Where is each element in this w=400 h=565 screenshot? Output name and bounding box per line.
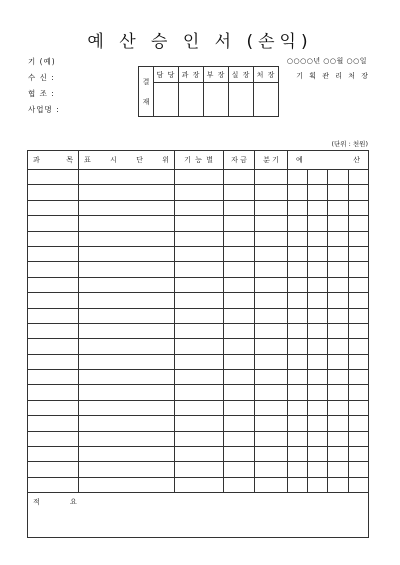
field-project-name: 사업명 : [28,105,60,114]
approval-role-division-head: 처 장 [254,67,279,83]
table-cell[interactable] [308,308,328,323]
col-budget: 예 산 [288,151,369,170]
table-cell[interactable] [79,385,175,400]
table-cell[interactable] [328,323,349,338]
field-ki-ye: 기 (예) [28,57,56,66]
table-cell[interactable] [175,216,224,231]
table-cell[interactable] [79,308,175,323]
table-cell[interactable] [175,293,224,308]
table-cell[interactable] [255,200,288,215]
table-cell[interactable] [175,277,224,292]
table-cell[interactable] [224,231,255,246]
budget-table [27,150,369,538]
table-cell[interactable] [328,462,349,477]
table-cell[interactable] [255,170,288,185]
table-cell[interactable] [255,400,288,415]
table-cell[interactable] [224,170,255,185]
table-cell[interactable] [349,293,369,308]
col-by-function: 기 능 별 [175,151,224,170]
table-cell[interactable] [328,200,349,215]
table-cell[interactable] [28,431,79,446]
table-cell[interactable] [328,216,349,231]
remarks-cell[interactable] [28,493,369,538]
table-cell[interactable] [79,200,175,215]
table-cell[interactable] [288,400,308,415]
approval-role-section-chief: 과 장 [179,67,204,83]
table-cell[interactable] [28,385,79,400]
table-cell[interactable] [308,431,328,446]
table-cell[interactable] [224,185,255,200]
table-cell[interactable] [224,246,255,261]
table-cell[interactable] [175,416,224,431]
table-cell[interactable] [28,277,79,292]
table-cell[interactable] [328,246,349,261]
table-cell[interactable] [288,354,308,369]
table-cell[interactable] [224,308,255,323]
table-cell[interactable] [175,308,224,323]
table-cell[interactable] [28,323,79,338]
table-cell[interactable] [79,431,175,446]
table-cell[interactable] [288,370,308,385]
table-cell[interactable] [308,185,328,200]
table-cell[interactable] [308,200,328,215]
table-cell[interactable] [79,170,175,185]
table-cell[interactable] [328,400,349,415]
table-cell[interactable] [308,231,328,246]
table-row [28,447,369,462]
table-cell[interactable] [175,170,224,185]
table-cell[interactable] [28,246,79,261]
table-cell[interactable] [28,262,79,277]
table-cell[interactable] [328,231,349,246]
table-cell[interactable] [308,477,328,492]
table-row [28,185,369,200]
table-cell[interactable] [308,339,328,354]
table-cell[interactable] [349,216,369,231]
document-date: ○○○○년 ○○월 ○○일 [286,57,367,65]
table-cell[interactable] [349,185,369,200]
table-cell[interactable] [255,185,288,200]
table-cell[interactable] [28,231,79,246]
table-row [28,216,369,231]
table-cell[interactable] [308,277,328,292]
signature-cell[interactable] [204,83,229,117]
table-cell[interactable] [255,323,288,338]
table-cell[interactable] [79,354,175,369]
table-cell[interactable] [328,277,349,292]
approval-box [138,66,279,117]
unit-note: (단위 : 천원) [331,140,368,148]
table-cell[interactable] [308,370,328,385]
table-cell[interactable] [288,462,308,477]
table-cell[interactable] [175,262,224,277]
table-cell[interactable] [175,431,224,446]
table-cell[interactable] [79,339,175,354]
table-cell[interactable] [28,354,79,369]
table-header-row [28,151,369,170]
table-cell[interactable] [224,462,255,477]
approval-label: 결 재 [139,67,154,117]
table-cell[interactable] [328,447,349,462]
table-cell[interactable] [349,323,369,338]
table-row [28,431,369,446]
table-cell[interactable] [349,277,369,292]
table-cell[interactable] [308,400,328,415]
page-title: 예 산 승 인 서 (손익) [87,32,313,52]
table-cell[interactable] [255,477,288,492]
table-cell[interactable] [224,293,255,308]
table-cell[interactable] [349,447,369,462]
table-cell[interactable] [288,216,308,231]
table-cell[interactable] [349,370,369,385]
table-cell[interactable] [308,462,328,477]
table-cell[interactable] [328,185,349,200]
table-cell[interactable] [28,462,79,477]
table-cell[interactable] [328,262,349,277]
table-cell[interactable] [224,447,255,462]
table-cell[interactable] [79,462,175,477]
table-row [28,170,369,185]
table-cell[interactable] [224,400,255,415]
table-cell[interactable] [308,216,328,231]
table-cell[interactable] [175,385,224,400]
table-cell[interactable] [28,293,79,308]
table-cell[interactable] [349,200,369,215]
table-cell[interactable] [255,370,288,385]
table-cell[interactable] [79,323,175,338]
remarks-label: 적 요 [33,498,91,507]
table-cell[interactable] [175,185,224,200]
table-cell[interactable] [255,431,288,446]
table-cell[interactable] [28,447,79,462]
signature-cell[interactable] [254,83,279,117]
table-cell[interactable] [175,477,224,492]
table-cell[interactable] [349,385,369,400]
table-cell[interactable] [79,246,175,261]
table-cell[interactable] [288,170,308,185]
table-cell[interactable] [175,462,224,477]
table-cell[interactable] [288,385,308,400]
table-row [28,462,369,477]
table-cell[interactable] [28,200,79,215]
table-cell[interactable] [79,477,175,492]
table-cell[interactable] [79,231,175,246]
table-cell[interactable] [224,277,255,292]
col-fund: 자 금 [224,151,255,170]
table-cell[interactable] [175,339,224,354]
table-row [28,293,369,308]
table-row [28,200,369,215]
table-cell[interactable] [28,308,79,323]
table-cell[interactable] [79,370,175,385]
table-cell[interactable] [288,447,308,462]
table-row [28,400,369,415]
approval-role-office-head: 실 장 [229,67,254,83]
table-cell[interactable] [175,323,224,338]
table-cell[interactable] [328,293,349,308]
table-cell[interactable] [308,447,328,462]
table-cell[interactable] [328,308,349,323]
table-cell[interactable] [288,308,308,323]
table-cell[interactable] [224,339,255,354]
table-cell[interactable] [255,416,288,431]
table-cell[interactable] [224,416,255,431]
table-cell[interactable] [349,339,369,354]
table-cell[interactable] [288,293,308,308]
table-cell[interactable] [255,246,288,261]
table-cell[interactable] [255,216,288,231]
table-cell[interactable] [288,339,308,354]
table-cell[interactable] [328,354,349,369]
approval-role-staff: 담 당 [154,67,179,83]
field-recipient: 수 신 : [28,73,55,82]
table-row [28,262,369,277]
remarks-row [28,493,369,538]
table-cell[interactable] [349,477,369,492]
table-cell[interactable] [79,293,175,308]
table-cell[interactable] [308,385,328,400]
table-row [28,277,369,292]
table-row [28,370,369,385]
table-cell[interactable] [79,416,175,431]
table-cell[interactable] [255,277,288,292]
table-cell[interactable] [224,385,255,400]
table-cell[interactable] [28,416,79,431]
table-row [28,416,369,431]
table-cell[interactable] [328,431,349,446]
table-cell[interactable] [328,385,349,400]
table-cell[interactable] [175,370,224,385]
department-name: 기 획 관 리 처 장 [296,72,370,80]
table-cell[interactable] [224,200,255,215]
table-cell[interactable] [349,416,369,431]
table-cell[interactable] [224,477,255,492]
table-cell[interactable] [288,477,308,492]
table-cell[interactable] [28,477,79,492]
table-cell[interactable] [224,323,255,338]
approval-role-department-head: 부 장 [204,67,229,83]
table-cell[interactable] [308,323,328,338]
table-cell[interactable] [255,339,288,354]
table-row [28,339,369,354]
table-cell[interactable] [255,385,288,400]
table-cell[interactable] [79,447,175,462]
table-row [28,308,369,323]
table-cell[interactable] [255,462,288,477]
table-cell[interactable] [288,246,308,261]
table-cell[interactable] [224,216,255,231]
table-cell[interactable] [255,308,288,323]
table-cell[interactable] [79,277,175,292]
table-cell[interactable] [349,354,369,369]
table-cell[interactable] [175,231,224,246]
table-cell[interactable] [79,216,175,231]
table-cell[interactable] [79,185,175,200]
table-cell[interactable] [328,339,349,354]
table-row [28,477,369,492]
table-cell[interactable] [308,246,328,261]
table-cell[interactable] [288,185,308,200]
table-row [28,323,369,338]
table-cell[interactable] [349,246,369,261]
table-cell[interactable] [28,370,79,385]
table-cell[interactable] [28,216,79,231]
table-cell[interactable] [28,185,79,200]
table-row [28,231,369,246]
table-cell[interactable] [255,447,288,462]
table-cell[interactable] [288,416,308,431]
col-subject: 과 목 [28,151,79,170]
table-cell[interactable] [328,477,349,492]
table-cell[interactable] [28,339,79,354]
table-cell[interactable] [288,323,308,338]
table-cell[interactable] [288,431,308,446]
table-cell[interactable] [349,170,369,185]
table-cell[interactable] [224,262,255,277]
table-cell[interactable] [28,170,79,185]
table-cell[interactable] [288,262,308,277]
table-cell[interactable] [255,293,288,308]
col-quarter: 분 기 [255,151,288,170]
table-cell[interactable] [175,354,224,369]
table-cell[interactable] [328,416,349,431]
table-cell[interactable] [349,308,369,323]
signature-cell[interactable] [229,83,254,117]
table-cell[interactable] [308,416,328,431]
table-cell[interactable] [288,200,308,215]
table-cell[interactable] [175,400,224,415]
table-cell[interactable] [224,354,255,369]
table-cell[interactable] [288,277,308,292]
table-cell[interactable] [349,462,369,477]
table-cell[interactable] [79,400,175,415]
table-cell[interactable] [175,200,224,215]
table-cell[interactable] [255,262,288,277]
table-cell[interactable] [224,370,255,385]
table-cell[interactable] [349,431,369,446]
table-row [28,354,369,369]
table-cell[interactable] [175,447,224,462]
table-cell[interactable] [349,400,369,415]
table-cell[interactable] [328,170,349,185]
table-row [28,385,369,400]
col-display-unit: 표 시 단 위 [79,151,175,170]
table-cell[interactable] [79,262,175,277]
table-row [28,246,369,261]
table-cell[interactable] [288,231,308,246]
table-cell[interactable] [255,231,288,246]
table-cell[interactable] [349,262,369,277]
table-cell[interactable] [308,170,328,185]
table-cell[interactable] [255,354,288,369]
table-cell[interactable] [224,431,255,446]
table-cell[interactable] [349,231,369,246]
signature-cell[interactable] [154,83,179,117]
table-cell[interactable] [28,400,79,415]
field-cooperation: 협 조 : [28,89,55,98]
table-cell[interactable] [308,293,328,308]
table-cell[interactable] [328,370,349,385]
table-cell[interactable] [308,354,328,369]
table-cell[interactable] [308,262,328,277]
table-cell[interactable] [175,246,224,261]
signature-cell[interactable] [179,83,204,117]
